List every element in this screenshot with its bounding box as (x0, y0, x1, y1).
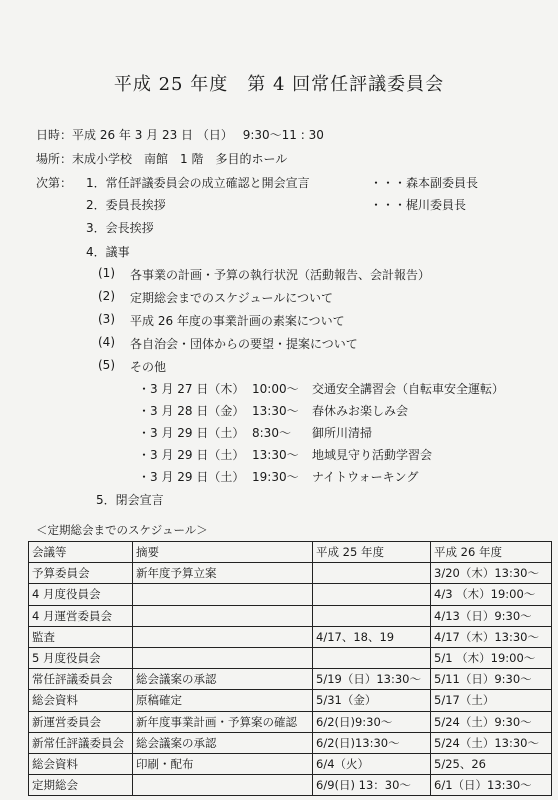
sub-item-text-2: 定期総会までのスケジュールについて (130, 291, 334, 305)
table-cell (313, 647, 431, 668)
table-cell: 総会議案の承認 (133, 732, 313, 753)
closing-item: 5．閉会宣言 (96, 493, 164, 507)
event-row (138, 424, 244, 441)
table-cell: 新年度事業計画・予算案の確認 (133, 711, 313, 732)
table-cell: 新常任評議委員会 (29, 732, 133, 753)
meeting-datetime: 日時：平成 26 年 3 月 23 日 （日） 9:30～11 : 30 (36, 128, 324, 142)
sub-item-num-5: (5) (98, 358, 115, 372)
document-title: 平成 25 年度 第 4 回常任評議委員会 (113, 74, 445, 95)
table-cell: 4/17、18、19 (313, 626, 431, 647)
table-cell: 総会資料 (29, 690, 133, 711)
agenda-speaker-1: ・・・森本副委員長 (370, 176, 479, 190)
event-row (138, 468, 244, 485)
table-cell: 5/11（日）9:30～ (431, 669, 552, 690)
table-cell: 原稿確定 (133, 690, 313, 711)
table-cell: 総会資料 (29, 753, 133, 774)
table-cell: 監査 (29, 626, 133, 647)
table-cell: 5/31（金） (313, 690, 431, 711)
table-cell: 5/24（土）13:30～ (431, 732, 552, 753)
table-cell (133, 626, 313, 647)
sub-item-num-3: (3) (98, 312, 115, 326)
table-cell: 5/1 （木）19:00～ (431, 647, 552, 668)
event-time: 10:00～ (252, 382, 299, 396)
table-cell: 総会議案の承認 (133, 669, 313, 690)
table-cell: 常任評議委員会 (29, 669, 133, 690)
table-row (29, 584, 552, 605)
event-name: 御所川清掃 (312, 426, 373, 440)
schedule-table (28, 541, 552, 796)
event-row (138, 380, 244, 397)
table-cell: 4/13（日）9:30～ (431, 605, 552, 626)
table-cell: 4/3 （木）19:00～ (431, 584, 552, 605)
table-header-row (29, 542, 552, 563)
table-cell: 4/17（木）13:30～ (431, 626, 552, 647)
table-row (29, 563, 552, 584)
table-cell: 5 月度役員会 (29, 647, 133, 668)
table-cell: 3/20（木）13:30～ (431, 563, 552, 584)
agenda-speaker-2: ・・・梶川委員長 (370, 198, 467, 212)
sub-item-text-1: 各事業の計画・予算の執行状況（活動報告、会計報告） (130, 268, 431, 282)
schedule-caption: ＜定期総会までのスケジュール＞ (36, 523, 208, 537)
event-time: 19:30～ (252, 470, 299, 484)
table-cell: 6/9(日) 13：30～ (313, 775, 431, 796)
meeting-place: 場所：末成小学校 南館 1 階 多目的ホール (36, 152, 288, 166)
table-cell: 6/2(日)9:30～ (313, 711, 431, 732)
table-cell: 6/2(日)13:30～ (313, 732, 431, 753)
table-cell: 予算委員会 (29, 563, 133, 584)
column-header: 平成 26 年度 (431, 542, 552, 563)
table-cell: 6/4（火） (313, 753, 431, 774)
event-row (138, 402, 244, 419)
table-cell: 5/19（日）13:30～ (313, 669, 431, 690)
table-cell: 6/1（日）13:30～ (431, 775, 552, 796)
table-cell (313, 563, 431, 584)
table-cell (133, 775, 313, 796)
event-date: 3 月 28 日（金） (150, 404, 245, 418)
event-date: 3 月 29 日（土） (150, 448, 245, 462)
table-cell (313, 584, 431, 605)
table-cell: 新年度予算立案 (133, 563, 313, 584)
table-row (29, 753, 552, 774)
column-header: 摘要 (133, 542, 313, 563)
sub-item-num-2: (2) (98, 289, 115, 303)
table-row (29, 647, 552, 668)
table-cell: 印刷・配布 (133, 753, 313, 774)
table-row (29, 775, 552, 796)
table-cell: 4 月運営委員会 (29, 605, 133, 626)
agenda-item-4: 4．議事 (86, 245, 130, 259)
event-name: 春休みお楽しみ会 (312, 404, 409, 418)
table-cell: 5/25、26 (431, 753, 552, 774)
table-cell (313, 605, 431, 626)
table-cell: 4 月度役員会 (29, 584, 133, 605)
event-row (138, 446, 244, 463)
table-cell: 定期総会 (29, 775, 133, 796)
event-name: 交通安全講習会（自転車安全運転） (312, 382, 505, 396)
table-row (29, 669, 552, 690)
sub-item-num-4: (4) (98, 335, 115, 349)
table-cell: 新運営委員会 (29, 711, 133, 732)
column-header: 平成 25 年度 (313, 542, 431, 563)
event-date: 3 月 29 日（土） (150, 470, 245, 484)
table-cell: 5/17（土） (431, 690, 552, 711)
event-time: 13:30～ (252, 404, 299, 418)
table-row (29, 732, 552, 753)
event-date: 3 月 27 日（木） (150, 382, 245, 396)
event-date: 3 月 29 日（土） (150, 426, 245, 440)
table-row (29, 711, 552, 732)
table-cell (133, 584, 313, 605)
agenda-item-1: 1．常任評議委員会の成立確認と開会宣言 (86, 176, 310, 190)
sub-item-text-3: 平成 26 年度の事業計画の素案について (130, 314, 345, 328)
event-time: 13:30～ (252, 448, 299, 462)
event-name: ナイトウォーキング (312, 470, 419, 484)
column-header: 会議等 (29, 542, 133, 563)
sub-item-text-5: その他 (130, 360, 167, 374)
table-cell: 5/24（土）9:30～ (431, 711, 552, 732)
table-row (29, 690, 552, 711)
sub-item-num-1: (1) (98, 266, 115, 280)
table-cell (133, 605, 313, 626)
agenda-heading: 次第： (36, 176, 73, 190)
event-time: 8:30～ (252, 426, 291, 440)
agenda-item-2: 2．委員長挨拶 (86, 198, 166, 212)
table-cell (133, 647, 313, 668)
sub-item-text-4: 各自治会・団体からの要望・提案について (130, 337, 358, 351)
table-row (29, 605, 552, 626)
table-row (29, 626, 552, 647)
event-name: 地域見守り活動学習会 (312, 448, 433, 462)
agenda-item-3: 3．会長挨拶 (86, 221, 154, 235)
